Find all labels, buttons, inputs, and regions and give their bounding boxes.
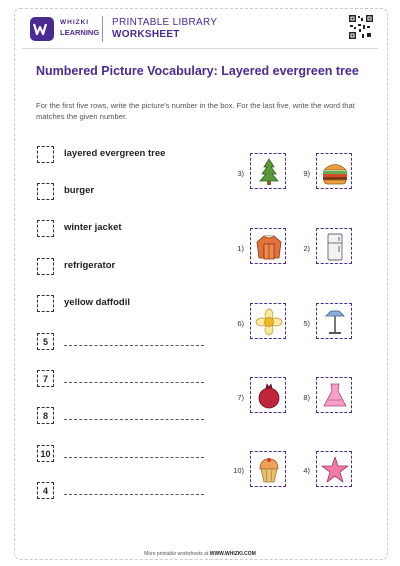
page-title: Numbered Picture Vocabulary: Layered evergreen tree	[36, 64, 359, 78]
answer-line[interactable]	[64, 345, 204, 346]
daffodil-icon	[254, 307, 284, 337]
vocab-word: burger	[64, 185, 95, 196]
pink-dress-icon	[320, 381, 350, 411]
brand-subname: LEARNING	[60, 28, 100, 37]
picture-card	[316, 303, 352, 339]
qr-code-icon	[348, 14, 374, 40]
picture-number: 8)	[303, 393, 310, 402]
answer-box[interactable]	[37, 220, 54, 237]
picture-card	[316, 153, 352, 189]
picture-card	[316, 228, 352, 264]
vocab-word: layered evergreen tree	[64, 148, 166, 159]
header-divider	[102, 16, 103, 42]
picture-number: 9)	[303, 169, 310, 178]
picture-number: 4)	[303, 466, 310, 475]
library-title: PRINTABLE LIBRARY	[112, 17, 218, 28]
picture-number: 3)	[237, 169, 244, 178]
picture-number: 1)	[237, 244, 244, 253]
answer-box[interactable]	[37, 146, 54, 163]
vocab-word: winter jacket	[64, 222, 122, 233]
starfish-icon	[320, 455, 350, 485]
instructions: For the first five rows, write the picture's number in the box. For the last five, write the word that matches the given number.	[36, 101, 355, 121]
picture-card	[316, 377, 352, 413]
refrigerator-icon	[320, 232, 350, 262]
picture-card	[250, 451, 286, 487]
number-box: 8	[37, 407, 54, 424]
picture-card	[250, 228, 286, 264]
vocab-word: yellow daffodil	[64, 297, 130, 308]
number-box: 5	[37, 333, 54, 350]
table-lamp-icon	[320, 307, 350, 337]
picture-card	[316, 451, 352, 487]
worksheet-label: WORKSHEET	[112, 29, 180, 40]
burger-icon	[320, 157, 350, 187]
picture-card	[250, 377, 286, 413]
picture-number: 6)	[237, 319, 244, 328]
footer	[0, 551, 400, 557]
answer-line[interactable]	[64, 457, 204, 458]
number-box: 7	[37, 370, 54, 387]
vocab-word: refrigerator	[64, 260, 116, 271]
whizki-logo	[30, 17, 54, 41]
winter-jacket-icon	[254, 232, 284, 262]
answer-line[interactable]	[64, 419, 204, 420]
pomegranate-icon	[254, 381, 284, 411]
picture-number: 5)	[303, 319, 310, 328]
footer-link[interactable]: WWW.WHIZKI.COM	[209, 551, 256, 557]
picture-number: 2)	[303, 244, 310, 253]
footer-text: More printable worksheets at	[144, 551, 210, 557]
cupcake-icon	[254, 455, 284, 485]
worksheet-header	[22, 14, 378, 48]
answer-box[interactable]	[37, 258, 54, 275]
answer-line[interactable]	[64, 382, 204, 383]
answer-line[interactable]	[64, 494, 204, 495]
number-box: 4	[37, 482, 54, 499]
brand-name: WHIZKI	[60, 19, 90, 26]
evergreen-tree-icon	[254, 157, 284, 187]
number-box: 10	[37, 445, 54, 462]
picture-card	[250, 303, 286, 339]
answer-box[interactable]	[37, 183, 54, 200]
picture-number: 10)	[233, 466, 244, 475]
picture-number: 7)	[237, 393, 244, 402]
picture-card	[250, 153, 286, 189]
answer-box[interactable]	[37, 295, 54, 312]
header-rule	[22, 48, 378, 49]
